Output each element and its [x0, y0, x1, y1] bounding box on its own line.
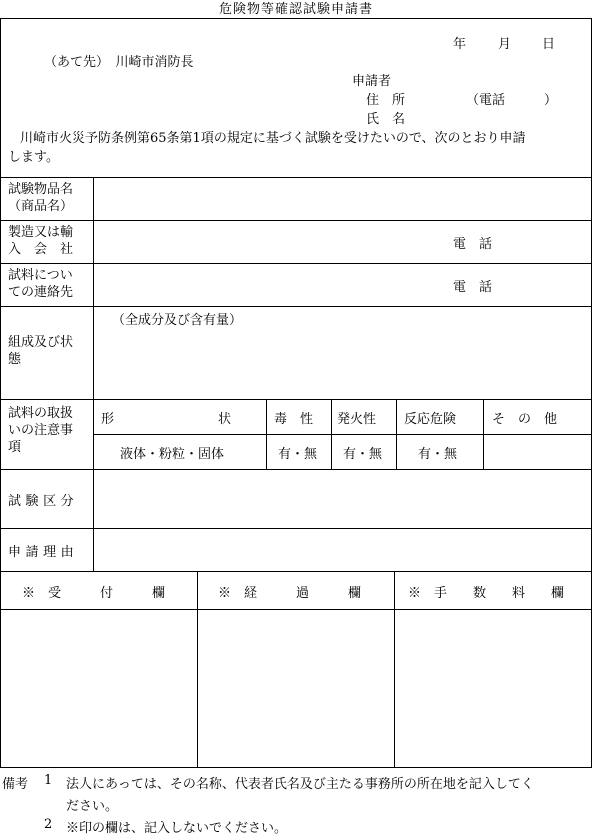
date-day: 日: [542, 37, 556, 52]
caution-header-form: 形 状: [101, 412, 232, 427]
caution-header-ignition: 発火性: [337, 412, 377, 427]
date-month: 月: [498, 37, 512, 52]
caution-value-other[interactable]: [485, 436, 590, 468]
addressee: （あて先） 川崎市消防長: [44, 55, 194, 70]
address-label: 住 所: [366, 93, 406, 108]
reception-header: ※ 受 付 欄: [22, 586, 166, 601]
maker-phone-label: 電 話: [453, 237, 493, 252]
fee-header: ※ 手 数 料 欄: [408, 586, 565, 601]
date-year: 年: [453, 37, 467, 52]
caution-header-reactivity: 反応危険: [404, 412, 457, 427]
test-category-label: 試験区分: [8, 494, 79, 509]
contact-field[interactable]: [94, 264, 444, 305]
maker-field[interactable]: [94, 221, 444, 262]
caution-value-toxicity[interactable]: 有・無: [278, 447, 318, 462]
note-2-number: 2: [44, 817, 53, 832]
caution-label: 試料の取扱 いの注意事 項: [8, 406, 74, 455]
caution-value-form[interactable]: 液体・粉粒・固体: [120, 447, 225, 462]
caution-value-ignition[interactable]: 有・無: [343, 447, 383, 462]
product-name-field[interactable]: [94, 178, 591, 219]
composition-field[interactable]: [94, 326, 591, 398]
composition-label: 組成及び状 態: [8, 335, 74, 367]
page-title: 危険物等確認試験申請書: [218, 2, 373, 17]
applicant-label: 申請者: [352, 74, 392, 89]
statement-line-2: します。: [8, 150, 59, 165]
maker-label: 製造又は輸 入 会 社: [8, 225, 74, 257]
note-1-line-1: 法人にあっては、その名称、代表者氏名及び主たる事務所の所在地を記入してく: [66, 777, 534, 792]
caution-header-toxicity: 毒 性: [274, 412, 314, 427]
reason-label: 申請理由: [8, 545, 79, 560]
caution-header-other: そ の 他: [492, 412, 558, 427]
composition-note: （全成分及び含有量）: [112, 313, 243, 328]
note-1-line-2: ださい。: [66, 799, 119, 814]
caution-value-reactivity[interactable]: 有・無: [418, 447, 458, 462]
statement-line-1: 川崎市火災予防条例第65条第1項の規定に基づく試験を受けたいので、次のとおり申請: [20, 131, 526, 146]
product-name-label: 試験物品名 （商品名）: [8, 182, 74, 214]
contact-phone-label: 電 話: [453, 280, 493, 295]
contact-label: 試料につい ての連絡先: [8, 268, 74, 300]
phone-label: （電話 ）: [466, 93, 558, 108]
name-label: 氏 名: [366, 112, 406, 127]
note-2-text: ※印の欄は、記入しないでください。: [66, 821, 288, 836]
notes-label: 備考: [2, 777, 29, 792]
progress-header: ※ 経 過 欄: [218, 586, 362, 601]
test-category-field[interactable]: [94, 470, 591, 527]
reason-field[interactable]: [94, 529, 591, 570]
note-1-number: 1: [44, 773, 53, 788]
